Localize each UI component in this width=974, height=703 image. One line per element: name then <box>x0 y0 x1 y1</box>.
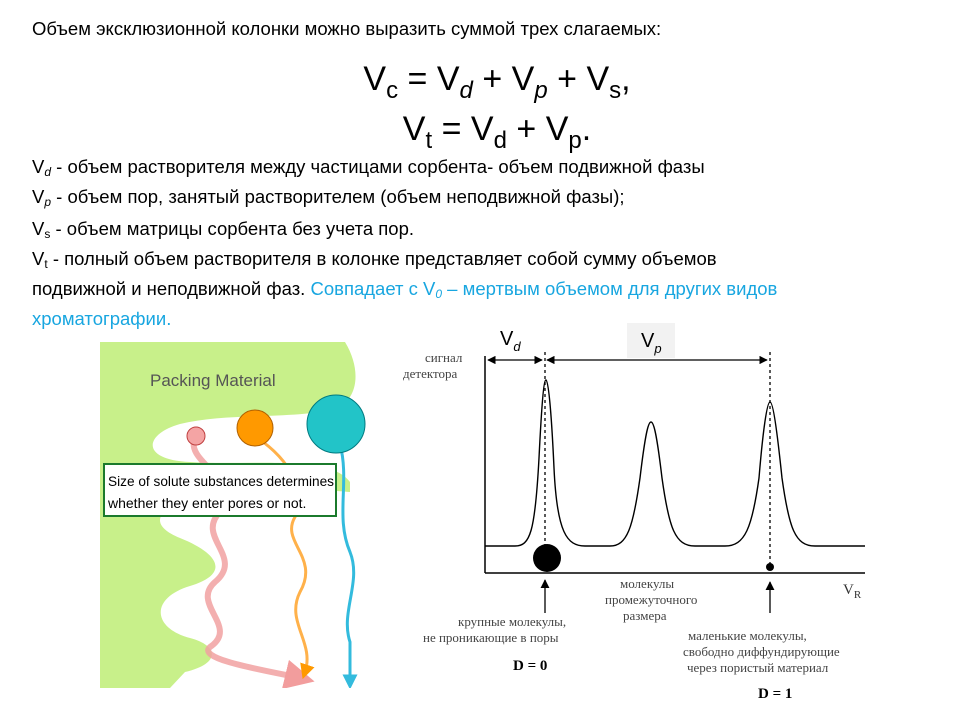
large-molecule <box>307 395 365 453</box>
formula-v: V <box>470 110 494 148</box>
formula-op: + <box>472 60 512 98</box>
definition-symbol: V <box>32 218 45 239</box>
definition-text: - объем матрицы сорбента без учета пор. <box>50 218 415 239</box>
dead-volume-subscript: 0 <box>435 287 443 301</box>
definition-symbol: V <box>32 156 45 177</box>
caption-line: whether they enter pores or not. <box>108 495 307 511</box>
small-molecule <box>187 427 205 445</box>
formula-op: + <box>506 110 546 148</box>
dead-volume-note <box>310 278 777 299</box>
definition-text: - объем пор, занятый растворителем (объем неподвижной фазы); <box>51 186 625 207</box>
packing-material-diagram <box>100 342 370 688</box>
definition-text: - объем растворителя между частицами сорбента- объем подвижной фазы <box>51 156 705 177</box>
packing-material-title: Packing Material <box>150 371 276 390</box>
dead-volume-text: Совпадает с V <box>310 278 436 299</box>
formula-op: . <box>581 110 592 148</box>
definition-subscript: p <box>44 195 52 209</box>
formula-v: V <box>586 60 610 98</box>
small-molecule-label: свободно диффундирующие <box>683 644 840 659</box>
formula-sub: c <box>386 77 399 104</box>
small-molecule-marker <box>766 563 774 571</box>
medium-molecule <box>237 410 273 446</box>
chromatogram <box>395 318 915 703</box>
formula-sub: t <box>425 127 433 154</box>
definition-vp <box>32 182 625 217</box>
x-axis-subscript: R <box>853 589 862 601</box>
formula-v: V <box>436 60 460 98</box>
intro-text: Объем эксклюзионной колонки можно выразить суммой трех слагаемых: <box>32 18 662 39</box>
svg-text:Vd <box>500 328 521 354</box>
formula-op: = <box>432 110 471 148</box>
y-axis-label: сигнал <box>425 350 463 365</box>
vd-symbol: V <box>500 328 514 350</box>
definition-text: подвижной и неподвижной фаз. <box>32 278 311 299</box>
formula-op: = <box>398 60 437 98</box>
formula-sub: d <box>459 77 473 104</box>
formula-sub: p <box>534 77 548 104</box>
formula-v: V <box>511 60 535 98</box>
large-molecule-d: D = 0 <box>513 658 548 674</box>
vd-subscript: d <box>513 339 521 354</box>
definition-subscript: t <box>44 257 48 271</box>
medium-molecule-label: молекулы <box>620 576 675 591</box>
y-axis-label: детектора <box>403 366 458 381</box>
definition-subscript: d <box>44 165 52 179</box>
formula-sub: d <box>493 127 507 154</box>
definition-subscript: s <box>44 227 51 241</box>
small-molecule-label: через пористый материал <box>687 660 829 675</box>
definition-vt-line3: хроматографии. <box>32 308 172 329</box>
formula-v: V <box>545 110 569 148</box>
small-molecule-label: маленькие молекулы, <box>688 628 807 643</box>
medium-molecule-label: промежуточного <box>605 592 698 607</box>
definition-symbol: V <box>32 186 45 207</box>
formula-sub: s <box>609 77 622 104</box>
small-molecule-d: D = 1 <box>758 686 793 702</box>
x-axis-label <box>843 582 862 601</box>
large-molecule-label: не проникающие в поры <box>423 630 559 645</box>
caption-line: Size of solute substances determines <box>108 473 334 489</box>
large-molecule-marker <box>533 544 561 572</box>
definition-text: - полный объем растворителя в колонке представляет собой сумму объемов <box>47 248 717 269</box>
chromatogram-trace <box>485 380 865 546</box>
vp-subscript: p <box>654 341 662 356</box>
formula-sub: p <box>568 127 582 154</box>
formula-op: , <box>621 60 631 98</box>
definition-symbol: V <box>32 248 45 269</box>
large-molecule-label: крупные молекулы, <box>458 614 567 629</box>
x-axis-symbol: V <box>843 582 854 598</box>
dead-volume-text: – мертвым объемом для других видов <box>442 278 778 299</box>
vd-label <box>500 328 521 354</box>
formula-v: V <box>402 110 426 148</box>
formula-op: + <box>547 60 587 98</box>
formula-total-volume <box>10 60 974 110</box>
medium-molecule-label: размера <box>623 608 667 623</box>
formula-v: V <box>363 60 387 98</box>
vp-symbol: V <box>641 330 655 352</box>
